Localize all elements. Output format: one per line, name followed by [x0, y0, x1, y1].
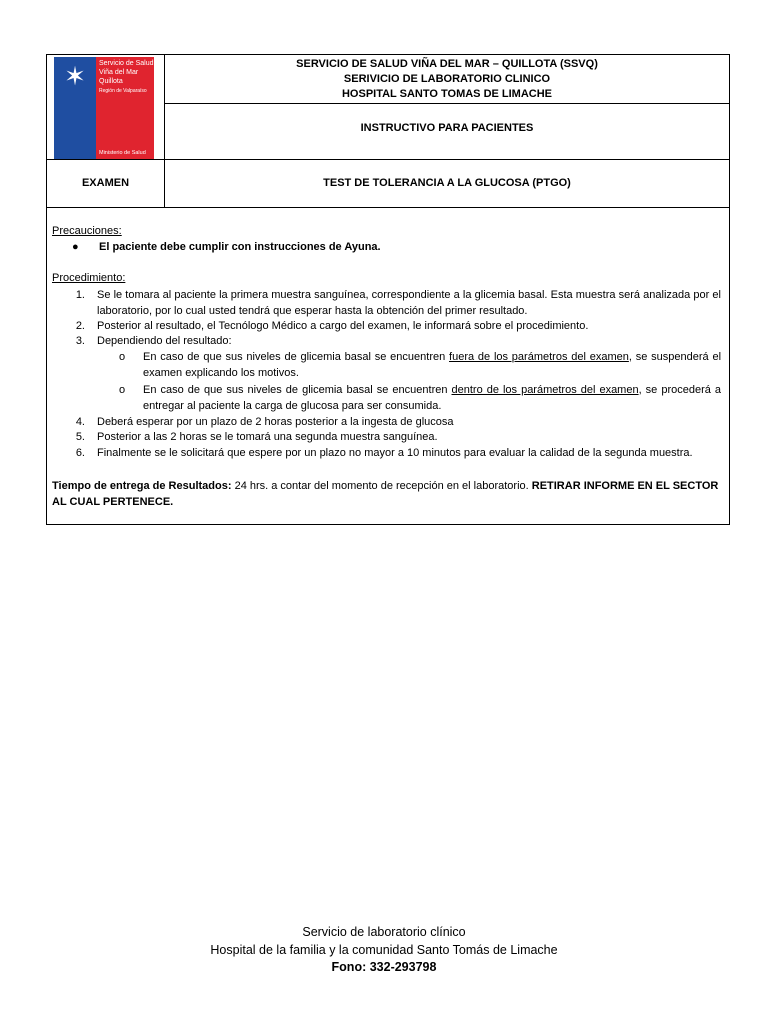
exam-label: EXAMEN — [81, 177, 130, 189]
logo-text: Región de Valparaíso — [99, 88, 147, 94]
footer-phone: Fono: 332-293798 — [331, 960, 437, 974]
logo-text: Servicio de Salud — [99, 60, 154, 67]
precautions-title: Precauciones: — [52, 225, 122, 237]
footer — [0, 924, 768, 977]
logo-ministry-text: Ministerio de Salud — [99, 150, 146, 156]
delivery-time: Tiempo de entrega de Resultados: 24 hrs. a contar del momento de recepción en el laboratorio. RETIRAR INFORME EN EL SECTOR AL CUAL PERTENECE. — [52, 480, 719, 508]
logo-text: Viña del Mar — [99, 69, 139, 76]
logo-text: Quillota — [99, 78, 123, 85]
exam-name: TEST DE TOLERANCIA A LA GLUCOSA (PTGO) — [323, 177, 571, 189]
document-title: INSTRUCTIVO PARA PACIENTES — [360, 122, 534, 134]
organization-title: SERVICIO DE SALUD VIÑA DEL MAR – QUILLOTA (SSVQ) SERIVICIO DE LABORATORIO CLINICO HOSPITAL SANTO TOMAS DE LIMACHE — [296, 58, 598, 100]
divider — [47, 159, 729, 160]
footer-line: Servicio de laboratorio clínico — [302, 925, 466, 939]
footer-line: Hospital de la familia y la comunidad Santo Tomás de Limache — [210, 942, 558, 957]
divider — [164, 103, 729, 104]
ssvq-logo — [54, 57, 154, 159]
coat-of-arms-icon: ✶ — [64, 62, 86, 92]
procedure-title: Procedimiento: — [52, 272, 126, 284]
bullet-icon: ● — [72, 241, 79, 253]
header-table — [46, 54, 730, 208]
instructions-body: Precauciones: ● El paciente debe cumplir con instrucciones de Ayuna. Procedimiento: 1. Se le tomara al paciente la primera muestra sanguínea, correspondiente a la glicemia basal. Esta muestra será analizada por el laboratorio, por lo cual usted tendrá que esperar hasta la obtención del primer resultado. 2. Posterior al resultado, el Tecnólogo Médico a cargo del examen, le informará sobre el procedimiento. 3. Dependiendo del resultado: o En caso de que sus niveles de glicemia basal se encuentren fuera de los parámetros del examen, se suspenderá el examen explicando los motivos. o En caso de que sus niveles de glicemia basal se encuentren dentro de los parámetros del examen, se procederá a entregar al paciente la carga de glucosa para ser consumida. 4. Deberá esperar por un plazo de 2 horas posterior a la ingesta de glucosa 5. Posterior a las 2 horas se le tomará una segunda muestra sanguínea. 6. Finalmente se le solicitará que espere por un plazo no mayor a 10 minutos para evaluar la calidad de la segunda muestra. Tiempo de entrega de Resultados: 24 hrs. a contar del momento de recepción en el laboratorio. RETIRAR INFORME EN EL SECTOR AL CUAL PERTENECE. — [46, 207, 730, 525]
